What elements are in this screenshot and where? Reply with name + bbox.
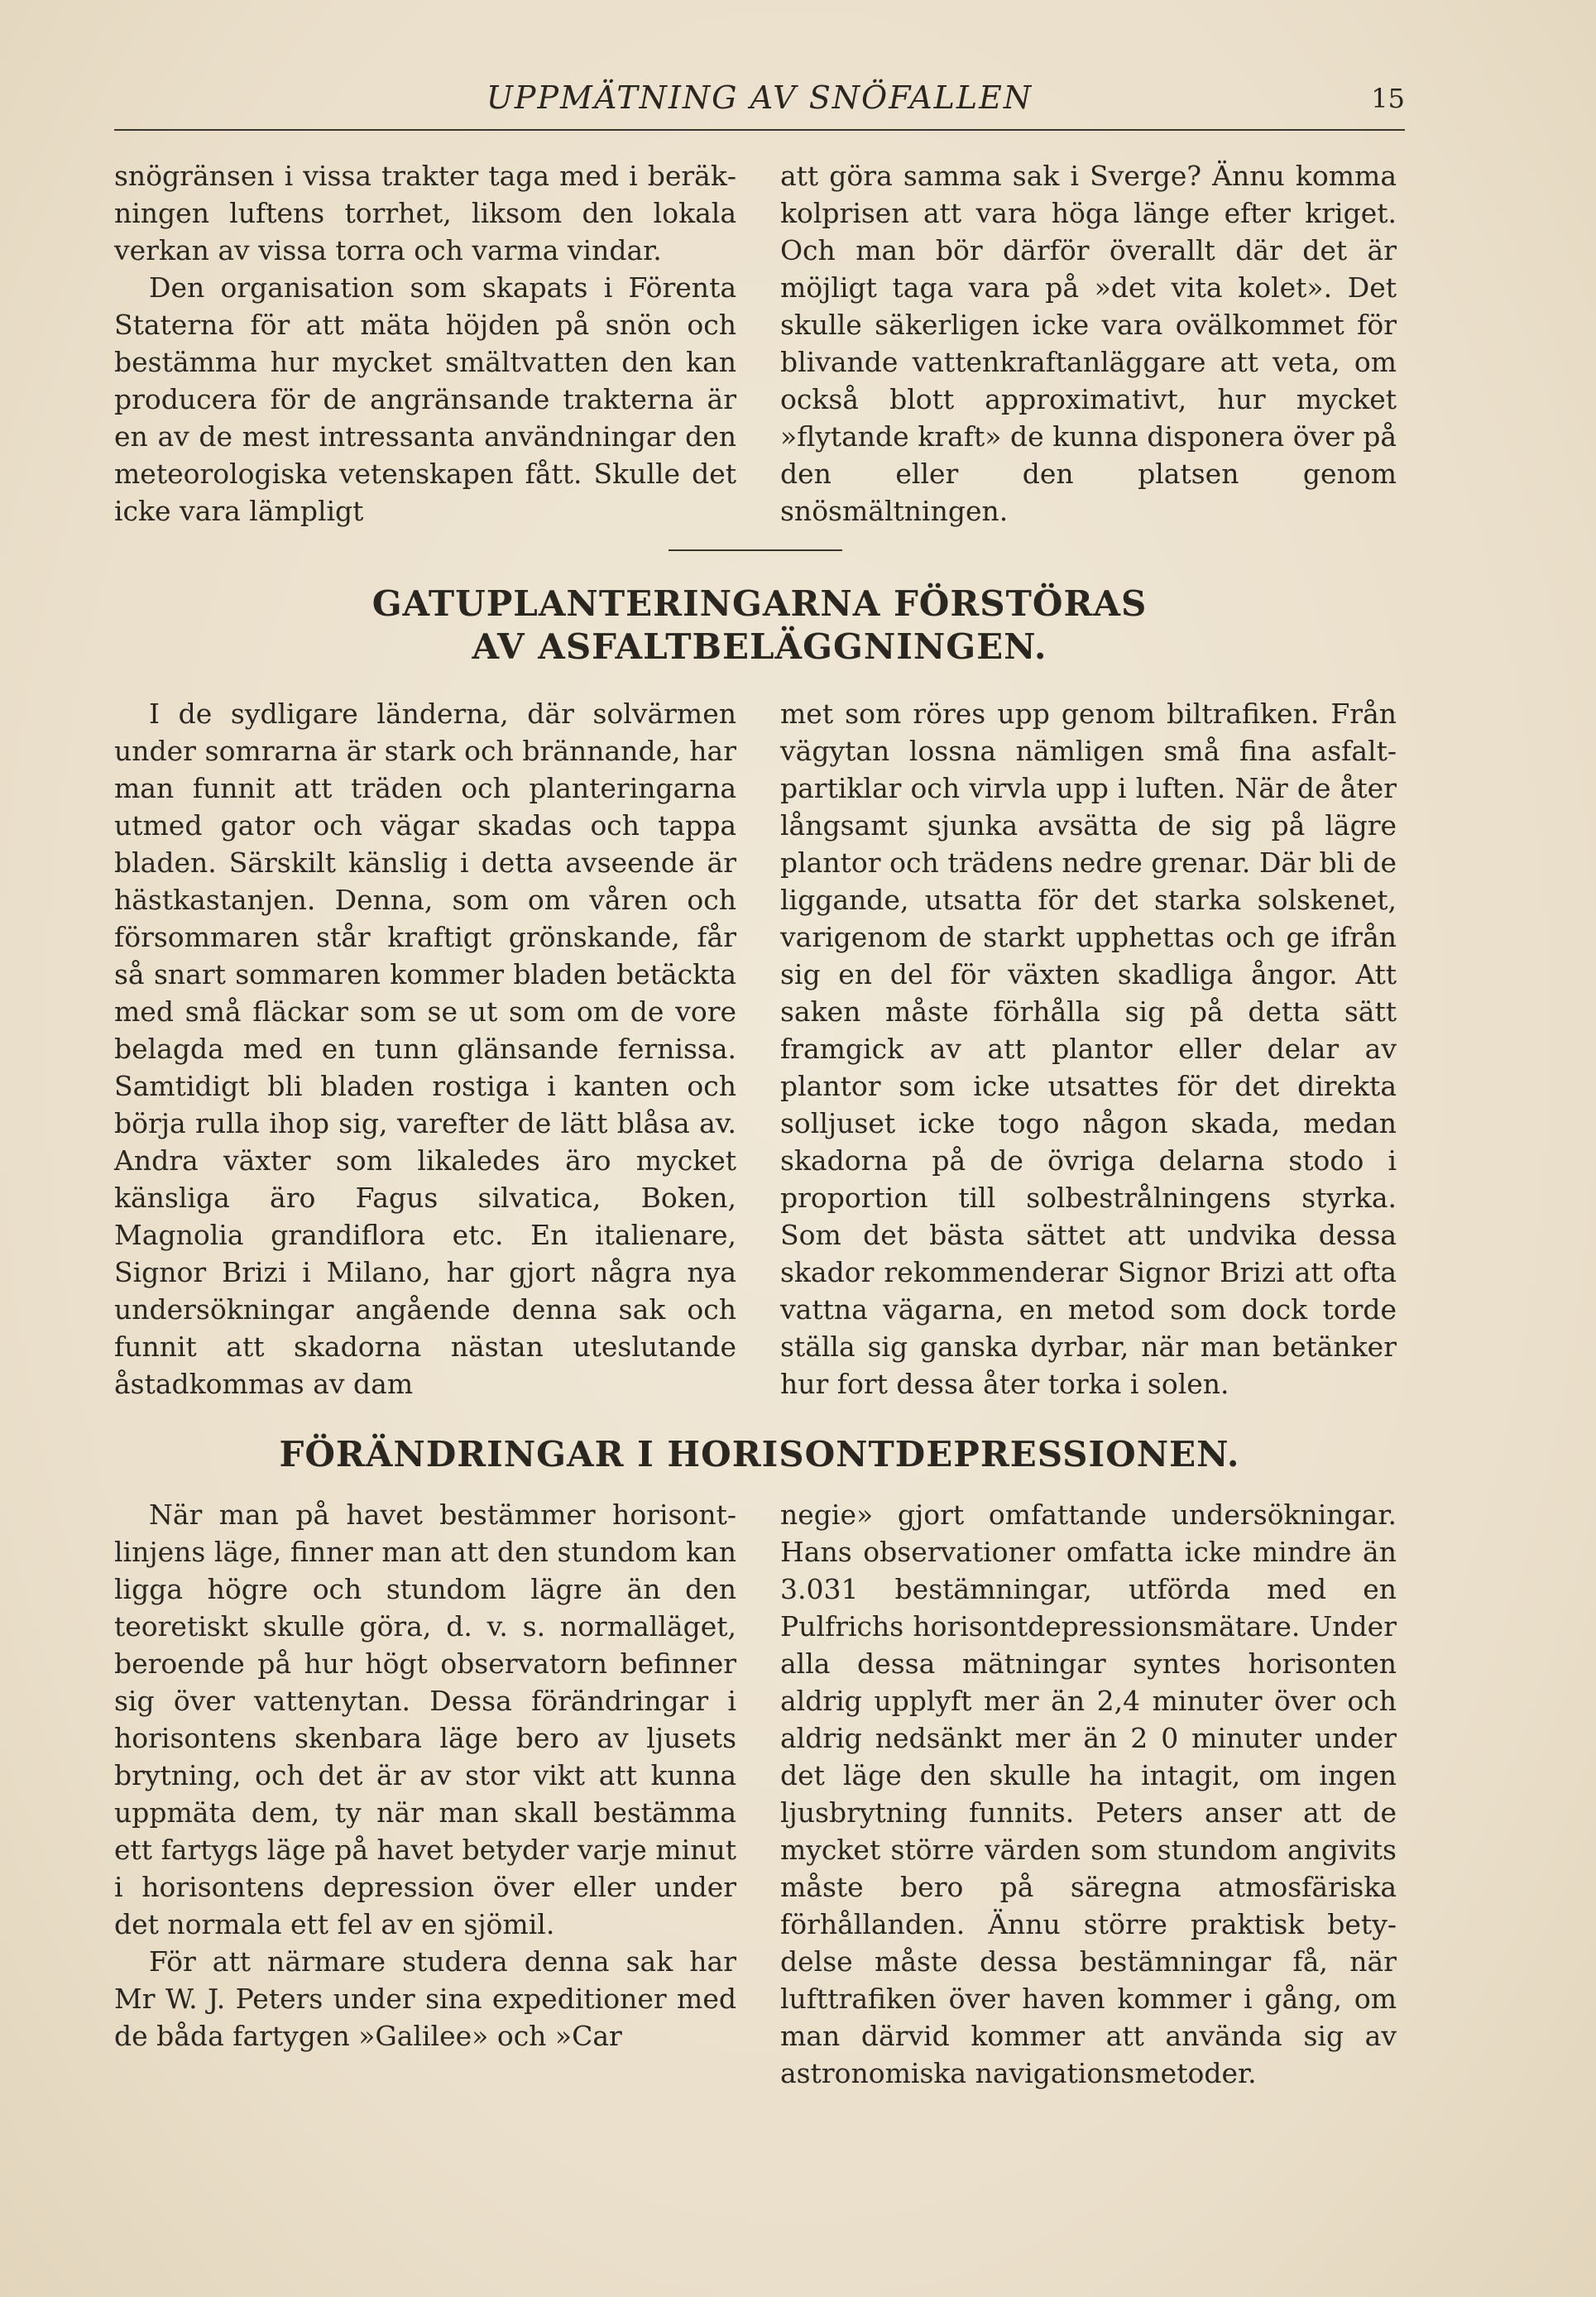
- section3-heading: FÖRÄNDRINGAR I HORISONTDEPRESSIONEN.: [279, 1434, 1240, 1475]
- section2-right-column: [780, 695, 1397, 1403]
- section2-heading: [114, 583, 1405, 669]
- page-header: [114, 76, 1405, 126]
- section3-left-paragraph-1: När man på havet bestämmer horisontlinjens läge, finner man att den stundom kan ligga högre och stundom lägre än den teoretiskt skulle göra, d. v. s. normalläget, beroende på hur högt observatorn befinner sig över vattenytan. Dessa förändringar i horisontens skenbara läge bero av ljusets brytning, och det är av stor vikt att kunna uppmäta dem, ty när man skall bestämma ett fartygs läge på havet betyder varje minut i horisontens depression över eller under det normala ett fel av en sjömil.: [114, 1499, 736, 1940]
- section2-left-column: [114, 695, 736, 1403]
- page-number: 15: [1371, 83, 1405, 114]
- section1-left-paragraph-1: snögränsen i vissa trakter taga med i beräkningen luftens torrhet, liksom den lokala verkan av vissa torra och varma vindar.: [114, 160, 736, 266]
- section2-right-paragraph: met som röres upp genom biltrafiken. Från vägytan lossna nämligen små fina asfaltpartiklar och virvla upp i luften. När de åter långsamt sjunka avsätta de sig på lägre plantor och trädens nedre grenar. Där bli de liggande, utsatta för det starka solskenet, varigenom de starkt upphettas och ge ifrån sig en del för växten skadliga ångor. Att saken måste förhålla sig på detta sätt framgick av att plantor eller delar av plantor som icke utsattes för det direkta solljuset icke togo någon skada, medan skadorna på de övriga delarna stodo i proportion till solbestrålningens styrka. Som det bästa sättet att undvika dessa skador rekommenderar Signor Brizi att ofta vattna vägarna, en metod som dock torde ställa sig ganska dyrbar, när man betänker hur fort dessa åter torka i solen.: [780, 698, 1397, 1400]
- section1-right-column: [780, 157, 1397, 530]
- running-title: UPPMÄTNING AV SNÖFALLEN: [486, 79, 1033, 116]
- section1-left-paragraph-2: Den organisation som skapats i Förenta Staterna för att mäta höjden på snön och bestämma hur mycket smältvatten den kan producera för de angränsande trakterna är en av de mest intressanta användningar den meteorologiska vetenskapen fått. Skulle det icke vara lämpligt: [114, 271, 736, 527]
- section2-heading-line2: AV ASFALTBELÄGGNINGEN.: [472, 626, 1047, 667]
- header-rule: [114, 129, 1405, 131]
- section-separator: [669, 549, 842, 551]
- section3-right-column: [780, 1496, 1397, 2092]
- section1-right-paragraph: att göra samma sak i Sverge? Ännu komma kolprisen att vara höga länge efter kriget. Och man bör därför överallt där det är möjligt taga vara på »det vita kolet». Det skulle säkerligen icke vara ovälkommet för blivande vattenkraftanläggare att veta, om också blott approximativt, hur mycket »flytande kraft» de kunna disponera över på den eller den platsen genom snösmältningen.: [780, 160, 1397, 527]
- section3-left-paragraph-2: För att närmare studera denna sak har Mr W. J. Peters under sina expeditioner med de båda fartygen »Galilee» och »Car: [114, 1945, 736, 2052]
- section3-left-column: [114, 1496, 736, 2055]
- section2-left-paragraph: I de sydligare länderna, där solvärmen under somrarna är stark och brännande, har man funnit att träden och planteringarna utmed gator och vägar skadas och tappa bladen. Särskilt känslig i detta avseende är hästkastanjen. Denna, som om våren och försommaren står kraftigt grönskande, får så snart sommaren kommer bladen betäckta med små fläckar som se ut som om de vore belagda med en tunn glänsande fernissa. Samtidigt bli bladen rostiga i kanten och börja rulla ihop sig, varefter de lätt blåsa av. Andra växter som likaledes äro mycket känsliga äro Fagus silvatica, Boken, Magnolia grandiflora etc. En italienare, Signor Brizi i Milano, har gjort några nya undersökningar angående denna sak och funnit att skadorna nästan uteslutande åstadkommas av dam: [114, 698, 736, 1400]
- section3-right-paragraph: negie» gjort omfattande undersökningar. Hans observationer omfatta icke mindre än 3.031 bestämningar, utförda med en Pulfrichs horisontdepressionsmätare. Under alla dessa mätningar syntes horisonten aldrig upplyft mer än 2,4 minuter över och aldrig nedsänkt mer än 2 0 minuter under det läge den skulle ha intagit, om ingen ljusbrytning funnits. Peters anser att de mycket större värden som stundom angivits måste bero på säregna atmosfäriska förhållanden. Ännu större praktisk betydelse måste dessa bestämningar få, när lufttrafiken över haven kommer i gång, om man därvid kommer att använda sig av astronomiska navigationsmetoder.: [780, 1499, 1397, 2089]
- section2-heading-line1: GATUPLANTERINGARNA FÖRSTÖRAS: [371, 583, 1148, 624]
- section1-left-column: [114, 157, 736, 530]
